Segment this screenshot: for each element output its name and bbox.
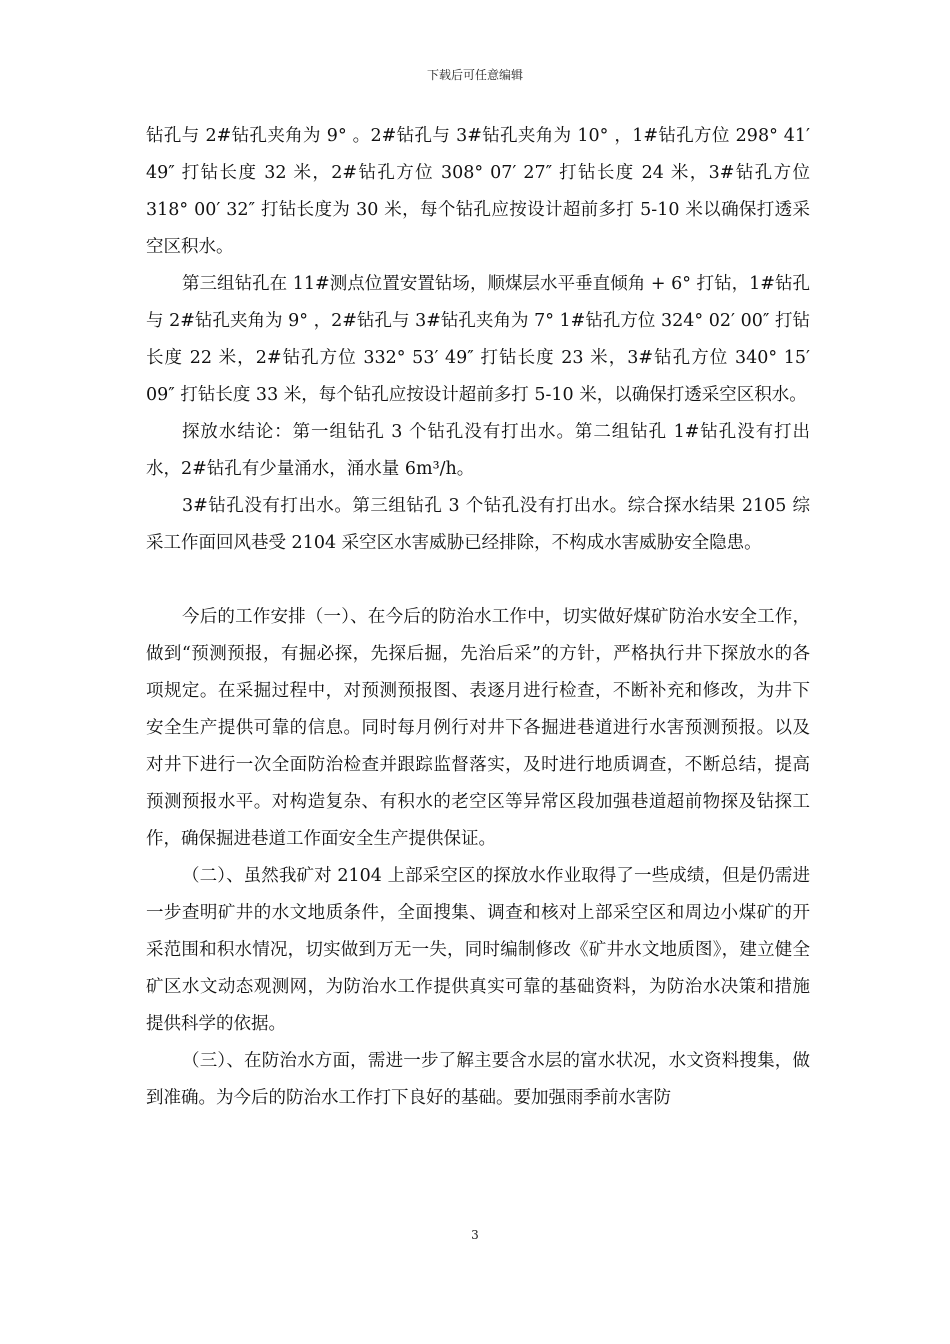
page-header: 下载后可任意编辑 (426, 68, 523, 82)
paragraph-future-work-2: （二）、虽然我矿对 2104 上部采空区的探放水作业取得了一些成绩，但是仍需进一步查明矿井的水文地质条件，全面搜集、调查和核对上部采空区和周边小煤矿的开采范围和积水情况，切实做到万无一失，同时编制修改《矿井水文地质图》，建立健全矿区水文动态观测网，为防治水工作提供真实可靠的基础资料，为防治水决策和措施提供科学的依据。 (146, 866, 810, 1034)
paragraph-conclusion-continued: 3#钻孔没有打出水。第三组钻孔 3 个钻孔没有打出水。综合探水结果 2105 综采工作面回风巷受 2104 采空区水害威胁已经排除，不构成水害威胁安全隐患。 (146, 496, 810, 553)
paragraph-spacer (146, 562, 810, 599)
paragraph-drilling-group-2: 钻孔与 2#钻孔夹角为 9° 。2#钻孔与 3#钻孔夹角为 10° ，1#钻孔方位 298° 41′ 49″ 打钻长度 32 米，2#钻孔方位 308° 07′ 27″ 打钻长度 24 米，3#钻孔方位 318° 00′ 32″ 打钻长度为 30 米，每个钻孔应按设计超前多打 5-10 米以确保打透采空区积水。 (146, 126, 810, 257)
document-body (146, 118, 810, 1117)
paragraph-drilling-group-3: 第三组钻孔在 11#测点位置安置钻场，顺煤层水平垂直倾角 + 6° 打钻，1#钻孔与 2#钻孔夹角为 9° ，2#钻孔与 3#钻孔夹角为 7° 1#钻孔方位 324° 02′ 00″ 打钻长度 22 米，2#钻孔方位 332° 53′ 49″ 打钻长度 23 米，3#钻孔方位 340° 15′ 09″ 打钻长度 33 米，每个钻孔应按设计超前多打 5-10 米，以确保打透采空区积水。 (146, 274, 810, 405)
paragraph-conclusion: 探放水结论：第一组钻孔 3 个钻孔没有打出水。第二组钻孔 1#钻孔没有打出水，2#钻孔有少量涌水，涌水量 6m³/h。 (146, 422, 810, 479)
paragraph-future-work-3: （三）、在防治水方面，需进一步了解主要含水层的富水状况，水文资料搜集，做到准确。为今后的防治水工作打下良好的基础。要加强雨季前水害防 (146, 1051, 810, 1108)
paragraph-future-work-1: 今后的工作安排（一）、在今后的防治水工作中，切实做好煤矿防治水安全工作，做到“预测预报，有掘必探，先探后掘，先治后采”的方针，严格执行井下探放水的各项规定。在采掘过程中，对预测预报图、表逐月进行检查，不断补充和修改，为井下安全生产提供可靠的信息。同时每月例行对井下各掘进巷道进行水害预测预报。以及对井下进行一次全面防治检查并跟踪监督落实，及时进行地质调查，不断总结，提高预测预报水平。对构造复杂、有积水的老空区等异常区段加强巷道超前物探及钻探工作，确保掘进巷道工作面安全生产提供保证。 (146, 607, 810, 849)
page-number: 3 (471, 1228, 479, 1242)
